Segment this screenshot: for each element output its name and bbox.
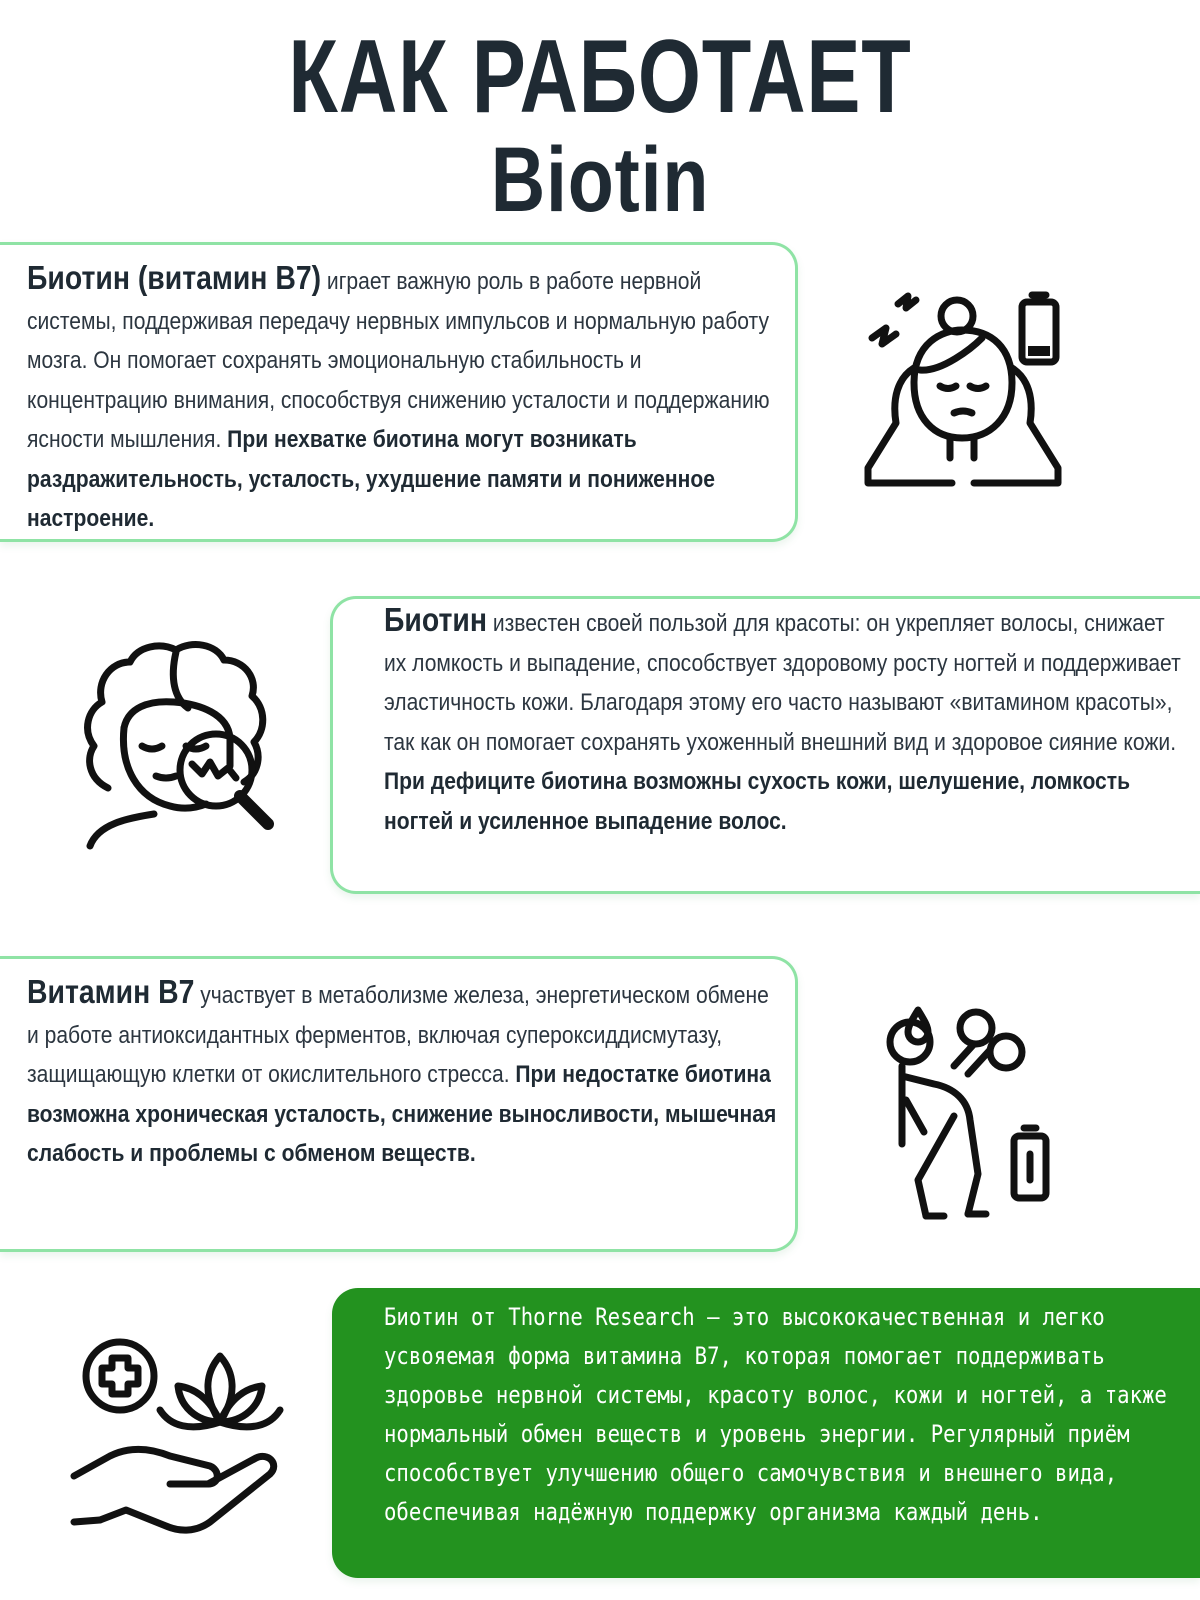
card-text-nervous-system <box>27 258 784 539</box>
page-subtitle: Biotin <box>490 129 710 231</box>
hand-lotus-health-icon <box>70 1336 285 1536</box>
card-lead: Биотин (витамин В7) <box>27 259 322 296</box>
card-text-beauty <box>384 600 1184 841</box>
card-deficiency: При нехватке биотина могут возникать раздражительность, усталость, ухудшение памяти и пониженное настроение. <box>27 426 715 532</box>
card-deficiency: При недостатке биотина возможна хроническая усталость, снижение выносливости, мышечная слабость и проблемы с обменом веществ. <box>27 1061 777 1167</box>
card-text-thorne: Биотин от Thorne Research — это высококачественная и легко усвояемая форма витамина В7, которая помогает поддерживать здоровье нервной системы, красоту волос, кожи и ногтей, а также нормальный обмен веществ и уровень энергии. Регулярный приём способствует улучшению общего самочувствия и внешнего вида, обеспечивая надёжную поддержку организма каждый день. <box>384 1303 1167 1526</box>
tired-person-low-battery-icon <box>862 288 1082 503</box>
card-text-metabolism <box>27 972 784 1174</box>
card-body: участвует в метаболизме железа, энергетическом обмене и работе антиоксидантных ферментов, включая супероксиддисмутазу, защищающую клетки от окислительного стресса. <box>27 982 769 1088</box>
card-lead: Витамин В7 <box>27 973 195 1010</box>
card-body: играет важную роль в работе нервной системы, поддерживая передачу нервных импульсов и нормальную работу мозга. Он помогает сохранять эмоциональную стабильность и концентрацию внимания, способствуя снижению усталости и поддержанию ясности мышления. <box>27 268 770 453</box>
card-deficiency: При дефиците биотина возможны сухость кожи, шелушение, ломкость ногтей и усиленное выпадение волос. <box>384 768 1131 835</box>
face-skin-magnifier-icon <box>78 638 278 853</box>
page-title: КАК РАБОТАЕТ <box>288 19 912 135</box>
tired-walking-person-icon <box>878 1004 1068 1224</box>
card-lead: Биотин <box>384 601 487 638</box>
card-body: известен своей пользой для красоты: он укрепляет волосы, снижает их ломкость и выпадение, способствует здоровому росту ногтей и поддерживает эластичность кожи. Благодаря этому его часто называют «витамином красоты», так как он помогает сохранять ухоженный внешний вид и здоровое сияние кожи. <box>384 610 1181 756</box>
